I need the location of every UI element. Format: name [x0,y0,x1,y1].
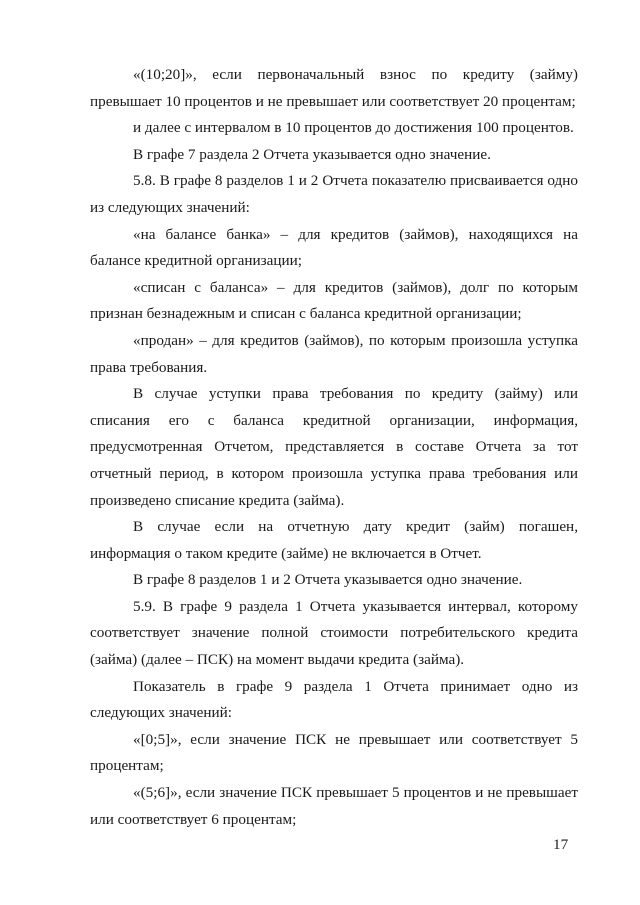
paragraph: «(10;20]», если первоначальный взнос по кредиту (займу) превышает 10 процентов и не превышает или соответствует 20 процентам; [90,66,578,110]
paragraph: В случае уступки права требования по кредиту (займу) или списания его с баланса кредитной организации, информация, предусмотренная Отчетом, представляется в составе Отчета за тот отчетный период, в котором произошла уступка права требования или произведено списание кредита (займа). [90,385,578,509]
paragraph: В графе 8 разделов 1 и 2 Отчета указывается одно значение. [133,571,523,589]
paragraph: В случае если на отчетную дату кредит (займ) погашен, информация о таком кредите (займе) не включается в Отчет. [90,518,578,562]
page-number: 17 [553,836,569,853]
paragraph: 5.8. В графе 8 разделов 1 и 2 Отчета показателю присваивается одно из следующих значений: [90,172,578,216]
paragraph: и далее с интервалом в 10 процентов до достижения 100 процентов. [133,119,574,137]
paragraph: «[0;5]», если значение ПСК не превышает или соответствует 5 процентам; [90,730,578,775]
paragraph: В графе 7 раздела 2 Отчета указывается одно значение. [133,145,491,163]
paragraph: «(5;6]», если значение ПСК превышает 5 процентов и не превышает или соответствует 6 процентам; [90,784,578,828]
paragraph: «продан» – для кредитов (займов), по которым произошла уступка права требования. [90,331,578,376]
paragraph: «на балансе банка» – для кредитов (займов), находящихся на балансе кредитной организации; [90,225,578,270]
paragraph: Показатель в графе 9 раздела 1 Отчета принимает одно из следующих значений: [90,677,578,722]
paragraph: 5.9. В графе 9 раздела 1 Отчета указывается интервал, которому соответствует значение полной стоимости потребительского кредита (займа) (далее – ПСК) на момент выдачи кредита (займа). [90,597,578,669]
body-text [90,62,578,833]
paragraph: «списан с баланса» – для кредитов (займов), долг по которым признан безнадежным и списан с баланса кредитной организации; [90,278,578,323]
